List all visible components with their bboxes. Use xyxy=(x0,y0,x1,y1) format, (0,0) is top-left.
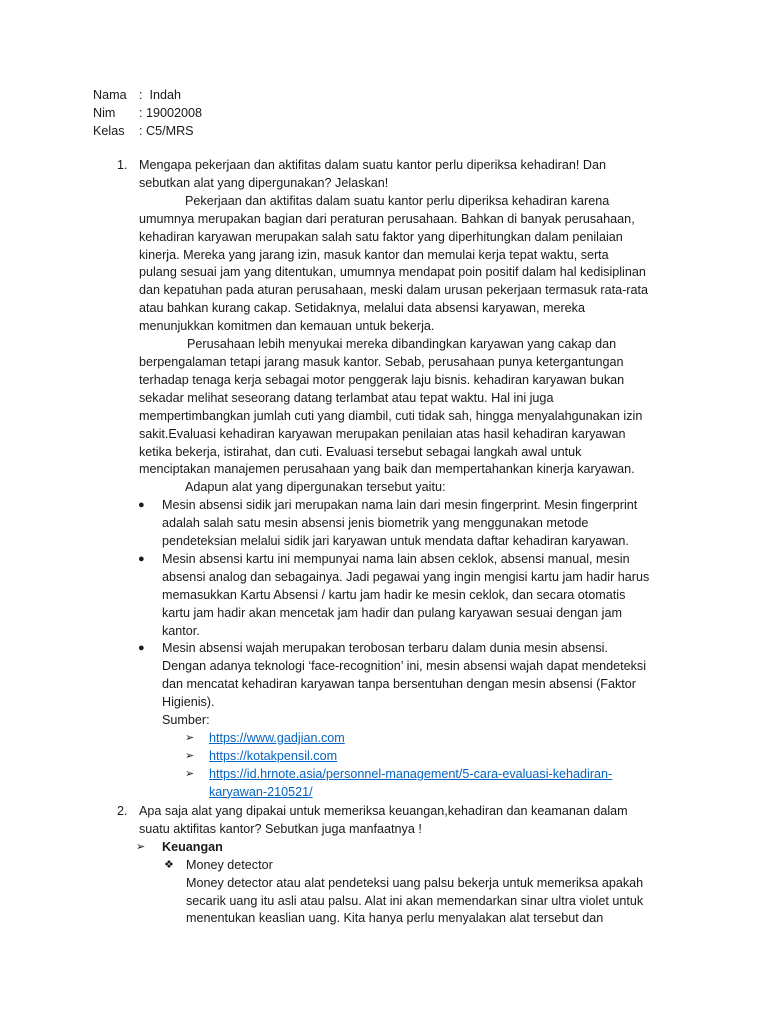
bullet-icon: ● xyxy=(138,642,145,655)
separator: : xyxy=(139,105,146,120)
section-heading xyxy=(136,839,768,857)
separator: : xyxy=(139,88,150,102)
sources-label: Sumber: xyxy=(162,713,210,728)
list-item xyxy=(185,730,649,748)
question-2 xyxy=(0,803,768,928)
answer-paragraph-2 xyxy=(139,336,649,479)
list-item xyxy=(138,497,652,551)
section-title: Keuangan xyxy=(162,839,223,854)
separator: : xyxy=(139,123,146,138)
paragraph-text: Pekerjaan dan aktifitas dalam suatu kantor perlu diperiksa kehadiran karena umumnya merupakan bagian dari peraturan perusahaan. Bahkan di banyak perusahaan, kehadiran karyawan merupakan salah satu faktor yang diperhitungkan dalam penilaian kinerja. Mereka yang jarang izin, masuk kantor dan memulai kerja tepat waktu, serta pulang sesuai jam yang ditentukan, umumnya mendapat poin positif dalam hal kedisiplinan dan kepatuhan pada aturan perusahaan, meski dalam urusan pekerjaan termasuk rata-rata atau bahkan kurang cakap. Setidaknya, melalui data absensi karyawan, mereka menunjukkan komitmen dan kemauan untuk bekerja. xyxy=(139,193,648,334)
arrow-icon: ➢ xyxy=(185,732,195,744)
nama-row xyxy=(93,87,202,105)
question-text: Apa saja alat yang dipakai untuk memeriksa keuangan,kehadiran dan keamanan dalam suatu aktifitas kantor? Sebutkan juga manfaatnya ! xyxy=(139,804,628,836)
device-list xyxy=(0,497,768,712)
nim-row xyxy=(93,105,202,123)
answer-paragraph-1 xyxy=(139,193,649,336)
arrow-icon: ➢ xyxy=(185,749,195,762)
nim-value: 19002008 xyxy=(146,105,203,120)
kelas-label: Kelas xyxy=(93,123,125,138)
list-item-text: Mesin absensi kartu ini mempunyai nama lain absen ceklok, absensi manual, mesin absensi analog dan sebagainya. Jadi pegawai yang ingin mengisi kartu jam hadir harus memasukkan Kartu Absensi / kartu jam hadir ke mesin ceklok, dan secara otomatis kartu jam hadir akan mencetak jam hadir dan pulang karyawan sesuai dengan jam kantor. xyxy=(162,551,650,638)
question-number: 2. xyxy=(117,804,128,818)
kelas-value: C5/MRS xyxy=(146,123,194,138)
answer-paragraph-3 xyxy=(139,479,649,497)
list-item xyxy=(138,640,652,712)
student-info xyxy=(93,87,202,141)
list-item xyxy=(185,748,649,766)
nama-value: Indah xyxy=(149,88,182,102)
item-heading xyxy=(164,857,768,875)
list-item xyxy=(185,766,649,802)
question-number: 1. xyxy=(117,158,128,172)
kelas-row xyxy=(93,123,202,141)
item-description: Money detector atau alat pendeteksi uang palsu bekerja untuk memeriksa apakah secarik uang itu asli atau palsu. Alat ini akan memendarkan sinar ultra violet untuk menentukan keaslian uang. Kita hanya perlu menyalakan alat tersebut dan xyxy=(186,875,644,926)
list-item-text: Mesin absensi sidik jari merupakan nama lain dari mesin fingerprint. Mesin fingerprint adalah salah satu mesin absensi jenis biometrik yang menggunakan metode pendeteksian melalui sidik jari karyawan untuk mendata daftar kehadiran karyawan. xyxy=(162,498,638,549)
source-link[interactable]: https://kotakpensil.com xyxy=(209,748,338,763)
sources-list xyxy=(0,730,768,802)
arrow-icon: ➢ xyxy=(136,840,146,853)
paragraph-text: Perusahaan lebih menyukai mereka dibandingkan karyawan yang cakap dan berpengalaman tetapi jarang masuk kantor. Sebab, perusahaan punya ketergantungan terhadap tenaga kerja sebagai motor penggerak laju bisnis. kehadiran karyawan bukan sekadar melihat seseorang datang terlambat atau tepat waktu. Hal ini juga mempertimbangkan jumlah cuti yang diambil, cuti tidak sah, hingga menyalahgunakan izin sakit.Evaluasi kehadiran karyawan merupakan penilaian atas hasil kehadiran karyawan ketika bekerja, istirahat, dan cuti. Evaluasi tersebut sebagai langkah awal untuk menciptakan manajemen perusahaan yang baik dan mempertahankan kinerja karyawan. xyxy=(139,337,643,477)
nama-label: Nama xyxy=(93,88,127,102)
bullet-icon: ● xyxy=(138,499,145,512)
diamond-bullet-icon: ❖ xyxy=(164,858,174,871)
source-link[interactable]: https://www.gadjian.com xyxy=(209,731,345,745)
item-title: Money detector xyxy=(186,857,273,872)
paragraph-text: Adapun alat yang dipergunakan tersebut yaitu: xyxy=(185,480,446,495)
arrow-icon: ➢ xyxy=(185,767,195,780)
question-text: Mengapa pekerjaan dan aktifitas dalam suatu kantor perlu diperiksa kehadiran! Dan sebutkan alat yang dipergunakan? Jelaskan! xyxy=(139,158,606,190)
list-item-text: Mesin absensi wajah merupakan terobosan terbaru dalam dunia mesin absensi. Dengan adanya teknologi ‘face-recognition’ ini, mesin absensi wajah dapat mendeteksi dan mencatat kehadiran karyawan tanpa bersentuhan dengan mesin absensi (Faktor Higienis). xyxy=(162,641,646,710)
list-item xyxy=(138,551,652,641)
source-link[interactable]: https://id.hrnote.asia/personnel-management/5-cara-evaluasi-kehadiran-karyawan-210521/ xyxy=(209,766,613,799)
bullet-icon: ● xyxy=(138,552,145,565)
question-1 xyxy=(0,157,768,802)
nim-label: Nim xyxy=(93,105,116,120)
